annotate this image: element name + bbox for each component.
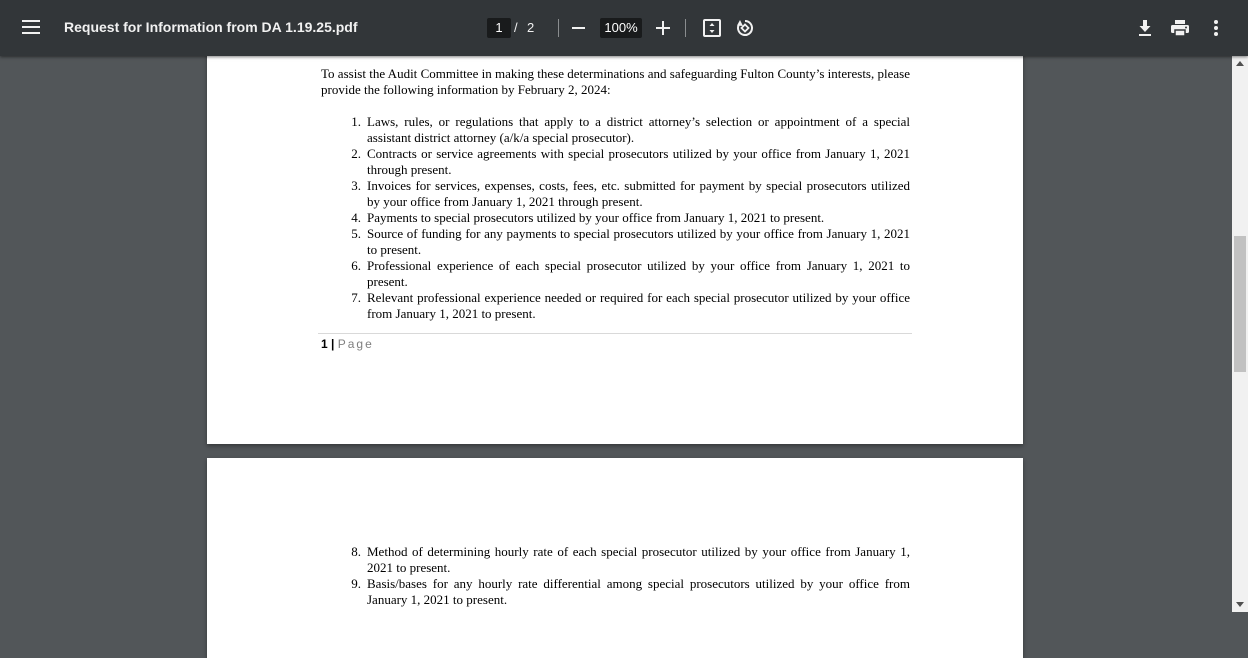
- page-separator: /: [514, 20, 518, 35]
- list-item-number: 2.: [351, 146, 361, 161]
- pdf-page-2: [207, 458, 1023, 658]
- page-total: 2: [527, 20, 535, 35]
- list-item-number: 1.: [351, 114, 361, 129]
- list-item-text: Basis/bases for any hourly rate differential among special prosecutors utilized by your office from January 1, 2021 to present.: [367, 576, 910, 607]
- zoom-level-input[interactable]: 100%: [600, 18, 642, 38]
- toolbar-divider: [558, 19, 559, 37]
- toolbar-divider: [685, 19, 686, 37]
- list-item: [321, 114, 910, 146]
- list-item-text: Invoices for services, expenses, costs, fees, etc. submitted for payment by special prosecutors utilized by your office from January 1, 2021 through present.: [367, 178, 910, 209]
- scrollbar-thumb[interactable]: [1234, 236, 1246, 372]
- footer-divider: [318, 333, 912, 334]
- list-item: [321, 290, 910, 322]
- list-item-number: 3.: [351, 178, 361, 193]
- list-item: [321, 210, 910, 226]
- document-title: Request for Information from DA 1.19.25.pdf: [64, 19, 358, 35]
- list-item-text: Relevant professional experience needed or required for each special prosecutor utilized by your office from January 1, 2021 to present.: [367, 290, 910, 321]
- download-icon[interactable]: [1136, 18, 1154, 38]
- rotate-icon[interactable]: [735, 18, 755, 38]
- zoom-in-icon[interactable]: [656, 20, 672, 36]
- scroll-up-arrow-icon[interactable]: [1236, 61, 1244, 66]
- list-item: [321, 258, 910, 290]
- list-item: [321, 146, 910, 178]
- zoom-out-icon[interactable]: [572, 27, 585, 29]
- list-item-number: 7.: [351, 290, 361, 305]
- pdf-page-1: [207, 30, 1023, 444]
- intro-paragraph: To assist the Audit Committee in making these determinations and safeguarding Fulton County’s interests, please provide the following information by February 2, 2024:: [321, 66, 910, 97]
- list-item-text: Professional experience of each special prosecutor utilized by your office from January 1, 2021 to present.: [367, 258, 910, 289]
- pdf-toolbar: [0, 0, 1248, 56]
- footer-page-word: Page: [337, 337, 374, 351]
- fit-to-page-icon[interactable]: [703, 19, 721, 37]
- list-item-text: Source of funding for any payments to special prosecutors utilized by your office from January 1, 2021 to present.: [367, 226, 910, 257]
- list-item-text: Payments to special prosecutors utilized by your office from January 1, 2021 to present.: [367, 210, 825, 225]
- list-item: [321, 178, 910, 210]
- list-item: [321, 226, 910, 258]
- list-item-number: 5.: [351, 226, 361, 241]
- list-item-number: 6.: [351, 258, 361, 273]
- list-item-number: 4.: [351, 210, 361, 225]
- list-item: [321, 576, 910, 608]
- print-icon[interactable]: [1170, 18, 1190, 38]
- vertical-scrollbar[interactable]: [1232, 56, 1248, 612]
- page-footer: [321, 337, 374, 351]
- list-item-text: Method of determining hourly rate of each special prosecutor utilized by your office from January 1, 2021 to present.: [367, 544, 910, 575]
- more-vert-icon[interactable]: [1208, 18, 1224, 38]
- list-item: [321, 544, 910, 576]
- list-item-number: 9.: [351, 576, 361, 591]
- footer-page-number: 1 |: [321, 337, 335, 351]
- request-list: [321, 114, 910, 322]
- request-list: [321, 544, 910, 608]
- list-item-text: Contracts or service agreements with special prosecutors utilized by your office from January 1, 2021 through present.: [367, 146, 910, 177]
- page-number-input[interactable]: 1: [487, 18, 511, 38]
- scroll-down-arrow-icon[interactable]: [1236, 602, 1244, 607]
- list-item-text: Laws, rules, or regulations that apply to a district attorney’s selection or appointment of a special assistant district attorney (a/k/a special prosecutor).: [367, 114, 910, 145]
- menu-icon[interactable]: [22, 19, 40, 35]
- list-item-number: 8.: [351, 544, 361, 559]
